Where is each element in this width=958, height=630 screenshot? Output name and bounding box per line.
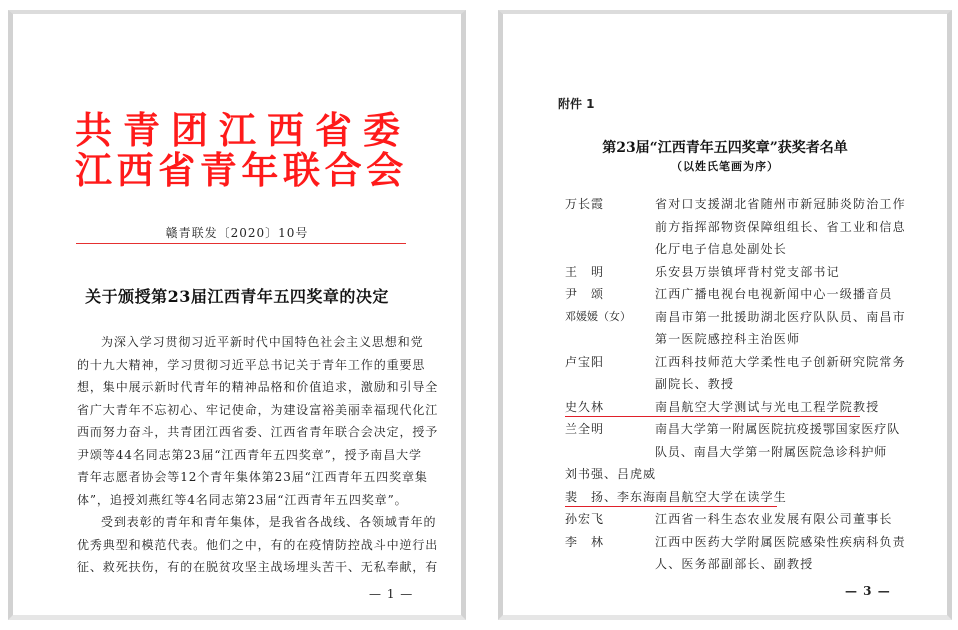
awardee-name: 邓媛媛（女）	[565, 309, 631, 323]
awardee-row-highlighted	[565, 486, 905, 509]
description-line: 第一医院感控科主治医师	[655, 332, 801, 346]
awardee-row	[565, 463, 905, 486]
awardee-row	[565, 261, 905, 284]
awardee-row-highlighted	[565, 396, 905, 419]
awardee-row	[565, 306, 905, 351]
awardee-description	[655, 193, 906, 261]
awardee-description	[655, 531, 906, 576]
awardee-name: 孙宏飞	[565, 512, 605, 526]
description-line: 南昌大学第一附属医院抗疫援鄂国家医疗队	[655, 422, 901, 436]
awardee-description	[655, 396, 905, 419]
description-line: 省对口支援湖北省随州市新冠肺炎防治工作	[655, 197, 906, 211]
body-line: 优秀典型和模范代表。他们之中，有的在疫情防控战斗中逆行出	[77, 537, 439, 552]
body-line: 受到表彰的青年和青年集体，是我省各战线、各领域青年的	[101, 515, 437, 529]
awardee-description	[655, 418, 905, 463]
document-page-1	[8, 10, 466, 620]
body-line: 征、救死扶伤，有的在脱贫攻坚主战场埋头苦干、无私奉献，有	[77, 560, 439, 574]
description-line: 化厅电子信息处副处长	[655, 242, 788, 256]
awardee-description	[655, 351, 906, 396]
description-line: 南昌航空大学在读学生	[655, 489, 788, 504]
awardee-description	[655, 283, 905, 306]
page-number: — 3 —	[845, 584, 891, 598]
issuer-header-line-2: 江西省青年联合会	[75, 148, 408, 192]
description-line: 江西中医药大学附属医院感染性疾病科负责	[655, 534, 906, 549]
awardee-name: 刘书强、吕虎威	[565, 467, 657, 481]
description-line: 副院长、教授	[655, 377, 735, 391]
awardee-description	[655, 508, 905, 531]
decision-title: 关于颁授第23届江西青年五四奖章的决定	[85, 287, 389, 306]
awardee-name: 李 林	[565, 534, 605, 549]
awardee-description	[655, 261, 905, 284]
description-line: 江西省一科生态农业发展有限公司董事长	[655, 512, 893, 526]
awardee-name: 王 明	[565, 264, 605, 279]
awardee-name: 史久林	[565, 399, 605, 414]
body-line: 为深入学习贯彻习近平新时代中国特色社会主义思想和党	[101, 335, 424, 349]
description-line: 人、医务部副部长、副教授	[655, 557, 814, 571]
awardee-row	[565, 508, 905, 531]
body-line: 省广大青年不忘初心、牢记使命，为建设富裕美丽幸福现代化江	[77, 402, 439, 417]
awardee-name: 尹 颂	[565, 287, 605, 301]
body-line: 想，集中展示新时代青年的精神品格和价值追求，激励和引导全	[77, 380, 439, 394]
awardee-name: 卢宝阳	[565, 354, 605, 369]
page-number: — 1 —	[369, 587, 414, 601]
document-page-3	[498, 10, 952, 620]
awardee-name: 万长霞	[565, 197, 605, 211]
body-line: 的十九大精神，学习贯彻习近平总书记关于青年工作的重要思	[77, 357, 426, 372]
attachment-label: 附件 1	[558, 97, 595, 111]
red-divider	[76, 243, 406, 244]
body-line: 西而努力奋斗，共青团江西省委、江西省青年联合会决定，授予	[77, 425, 439, 439]
body-line: 尹颂等44名同志第23届“江西青年五四奖章”，授予南昌大学	[77, 447, 422, 462]
description-line: 队员、南昌大学第一附属医院急诊科护师	[655, 444, 888, 459]
description-line: 前方指挥部物资保障组组长、省工业和信息	[655, 219, 906, 234]
awardee-row	[565, 193, 905, 261]
awardee-name: 兰全明	[565, 422, 605, 436]
description-line: 江西科技师范大学柔性电子创新研究院常务	[655, 354, 906, 369]
awardee-list-title: 第23届“江西青年五四奖章”获奖者名单	[602, 140, 848, 156]
description-line: 江西广播电视台电视新闻中心一级播音员	[655, 287, 893, 301]
description-line: 南昌航空大学测试与光电工程学院教授	[655, 399, 880, 414]
awardee-description	[655, 306, 906, 351]
issuer-header-line-1: 共青团江西省委	[75, 108, 411, 152]
awardee-row	[565, 351, 905, 396]
description-line: 乐安县万崇镇坪背村党支部书记	[655, 264, 840, 279]
awardee-list	[565, 193, 905, 576]
paragraph-1	[77, 331, 439, 511]
awardee-list-subtitle: （以姓氏笔画为序）	[671, 160, 779, 173]
body-line: 体”，追授刘燕红等4名同志第23届“江西青年五四奖章”。	[77, 492, 408, 507]
awardee-row	[565, 531, 905, 576]
awardee-name: 裴 扬、李东海	[565, 489, 657, 504]
document-number: 赣青联发〔2020〕10号	[165, 226, 309, 240]
awardee-description	[655, 486, 905, 509]
awardee-row	[565, 418, 905, 463]
paragraph-2	[77, 511, 439, 579]
body-line: 青年志愿者协会等12个青年集体第23届“江西青年五四奖章集	[77, 470, 428, 484]
description-line: 南昌市第一批援助湖北医疗队队员、南昌市	[655, 309, 906, 324]
awardee-row	[565, 283, 905, 306]
